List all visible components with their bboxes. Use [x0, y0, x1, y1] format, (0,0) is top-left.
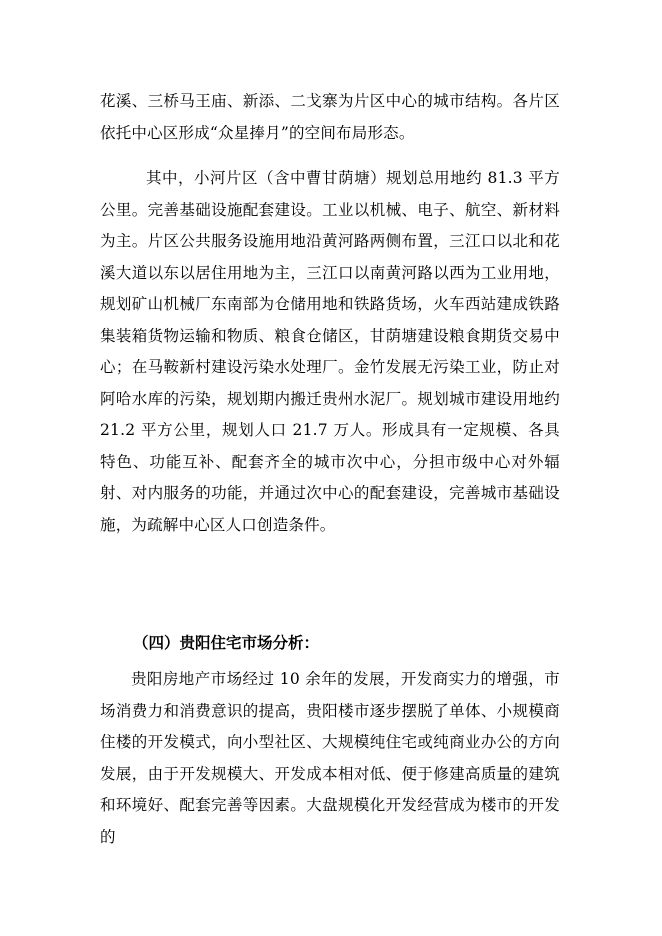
section-heading: （四）贵阳住宅市场分析：	[133, 634, 320, 652]
paragraph-xiaohe-district: 其中，小河片区（含中曹甘荫塘）规划总用地约 81.3 平方公里。完善基础设施配套建设。工业以机械、电子、航空、新材料为主。片区公共服务设施用地沿黄河路两侧布置，三江口以北和花溪大道以东以居住用地为主，三江口以南黄河路以西为工业用地，规划矿山机械厂东南部为仓储用地和铁路货场，火车西站建成铁路集装箱货物运输和物质、粮食仓储区，甘荫塘建设粮食期货交易中心；在马鞍新村建设污染水处理厂。金竹发展无污染工业，防止对阿哈水库的污染，规划期内搬迁贵州水泥厂。规划城市建设用地约 21.2 平方公里，规划人口 21.7 万人。形成具有一定规模、各具特色、功能互补、配套齐全的城市次中心，分担市级中心对外辐射、对内服务的功能，并通过次中心的配套建设，完善城市基础设施，为疏解中心区人口创造条件。	[100, 169, 560, 534]
paragraph-housing-market: 贵阳房地产市场经过 10 余年的发展，开发商实力的增强，市场消费力和消费意识的提高，贵阳楼市逐步摆脱了单体、小规模商住楼的开发模式，向小型社区、大规模纯住宅或纯商业办公的方向发展，由于开发规模大、开发成本相对低、便于修建高质量的建筑和环境好、配套完善等因素。大盘规模化开发经营成为楼市的开发的	[100, 670, 560, 846]
paragraph-continued: 花溪、三桥马王庙、新添、二戈寨为片区中心的城市结构。各片区依托中心区形成“众星捧月”的空间布局形态。	[100, 92, 560, 142]
